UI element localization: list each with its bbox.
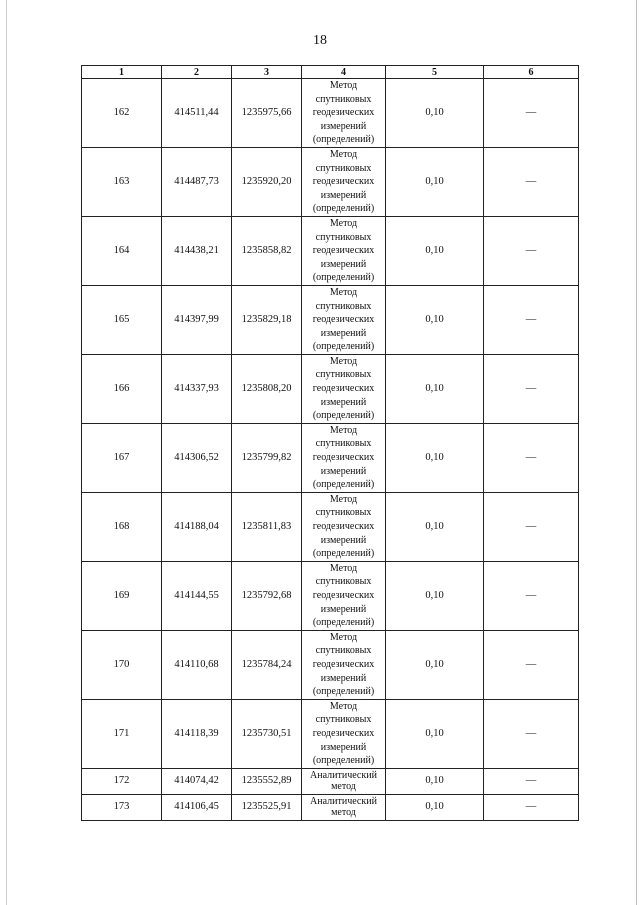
column-header: 3 [232, 66, 302, 79]
column-header: 1 [82, 66, 162, 79]
x-coordinate-cell: 414110,68 [162, 630, 232, 699]
scan-right-edge [636, 0, 637, 905]
accuracy-cell: 0,10 [386, 285, 484, 354]
table-row [82, 699, 579, 768]
y-coordinate-cell: 1235799,82 [232, 423, 302, 492]
table-row [82, 423, 579, 492]
table-body [82, 79, 579, 821]
point-number-cell: 169 [82, 561, 162, 630]
y-coordinate-cell: 1235858,82 [232, 216, 302, 285]
point-number-cell: 172 [82, 768, 162, 794]
y-coordinate-cell: 1235829,18 [232, 285, 302, 354]
y-coordinate-cell: 1235784,24 [232, 630, 302, 699]
table-row [82, 147, 579, 216]
note-cell: — [484, 147, 579, 216]
method-cell: Метод спутниковых геодезических измерений (определений) [302, 354, 386, 423]
method-cell: Метод спутниковых геодезических измерений (определений) [302, 147, 386, 216]
point-number-cell: 168 [82, 492, 162, 561]
accuracy-cell: 0,10 [386, 630, 484, 699]
x-coordinate-cell: 414438,21 [162, 216, 232, 285]
table-header-row [82, 66, 579, 79]
accuracy-cell: 0,10 [386, 79, 484, 148]
table-row [82, 630, 579, 699]
table-row [82, 354, 579, 423]
accuracy-cell: 0,10 [386, 354, 484, 423]
method-cell: Метод спутниковых геодезических измерений (определений) [302, 492, 386, 561]
page-number: 18 [313, 33, 327, 48]
point-number-cell: 167 [82, 423, 162, 492]
point-number-cell: 171 [82, 699, 162, 768]
accuracy-cell: 0,10 [386, 768, 484, 794]
note-cell: — [484, 561, 579, 630]
table-row [82, 79, 579, 148]
point-number-cell: 170 [82, 630, 162, 699]
x-coordinate-cell: 414106,45 [162, 794, 232, 820]
y-coordinate-cell: 1235525,91 [232, 794, 302, 820]
accuracy-cell: 0,10 [386, 147, 484, 216]
y-coordinate-cell: 1235920,20 [232, 147, 302, 216]
coordinates-table [81, 65, 579, 821]
note-cell: — [484, 79, 579, 148]
note-cell: — [484, 423, 579, 492]
method-cell: Метод спутниковых геодезических измерений (определений) [302, 699, 386, 768]
accuracy-cell: 0,10 [386, 794, 484, 820]
point-number-cell: 162 [82, 79, 162, 148]
point-number-cell: 163 [82, 147, 162, 216]
column-header: 5 [386, 66, 484, 79]
table-row [82, 285, 579, 354]
x-coordinate-cell: 414306,52 [162, 423, 232, 492]
method-cell: Метод спутниковых геодезических измерений (определений) [302, 285, 386, 354]
x-coordinate-cell: 414397,99 [162, 285, 232, 354]
table-row [82, 794, 579, 820]
method-cell: Метод спутниковых геодезических измерений (определений) [302, 79, 386, 148]
note-cell: — [484, 768, 579, 794]
table-row [82, 561, 579, 630]
table-row [82, 216, 579, 285]
accuracy-cell: 0,10 [386, 216, 484, 285]
y-coordinate-cell: 1235808,20 [232, 354, 302, 423]
method-cell: Метод спутниковых геодезических измерений (определений) [302, 423, 386, 492]
point-number-cell: 165 [82, 285, 162, 354]
method-cell: Метод спутниковых геодезических измерений (определений) [302, 216, 386, 285]
point-number-cell: 166 [82, 354, 162, 423]
note-cell: — [484, 794, 579, 820]
method-cell: Аналитический метод [302, 794, 386, 820]
x-coordinate-cell: 414487,73 [162, 147, 232, 216]
note-cell: — [484, 285, 579, 354]
method-cell: Аналитический метод [302, 768, 386, 794]
column-header: 4 [302, 66, 386, 79]
x-coordinate-cell: 414074,42 [162, 768, 232, 794]
note-cell: — [484, 354, 579, 423]
note-cell: — [484, 492, 579, 561]
method-cell: Метод спутниковых геодезических измерений (определений) [302, 561, 386, 630]
y-coordinate-cell: 1235975,66 [232, 79, 302, 148]
x-coordinate-cell: 414337,93 [162, 354, 232, 423]
y-coordinate-cell: 1235811,83 [232, 492, 302, 561]
y-coordinate-cell: 1235552,89 [232, 768, 302, 794]
accuracy-cell: 0,10 [386, 699, 484, 768]
scan-left-edge [6, 0, 7, 905]
point-number-cell: 173 [82, 794, 162, 820]
table-row [82, 768, 579, 794]
note-cell: — [484, 630, 579, 699]
column-header: 2 [162, 66, 232, 79]
y-coordinate-cell: 1235792,68 [232, 561, 302, 630]
method-cell: Метод спутниковых геодезических измерений (определений) [302, 630, 386, 699]
y-coordinate-cell: 1235730,51 [232, 699, 302, 768]
note-cell: — [484, 216, 579, 285]
x-coordinate-cell: 414118,39 [162, 699, 232, 768]
accuracy-cell: 0,10 [386, 423, 484, 492]
note-cell: — [484, 699, 579, 768]
x-coordinate-cell: 414511,44 [162, 79, 232, 148]
point-number-cell: 164 [82, 216, 162, 285]
table-row [82, 492, 579, 561]
x-coordinate-cell: 414144,55 [162, 561, 232, 630]
column-header: 6 [484, 66, 579, 79]
x-coordinate-cell: 414188,04 [162, 492, 232, 561]
accuracy-cell: 0,10 [386, 492, 484, 561]
accuracy-cell: 0,10 [386, 561, 484, 630]
